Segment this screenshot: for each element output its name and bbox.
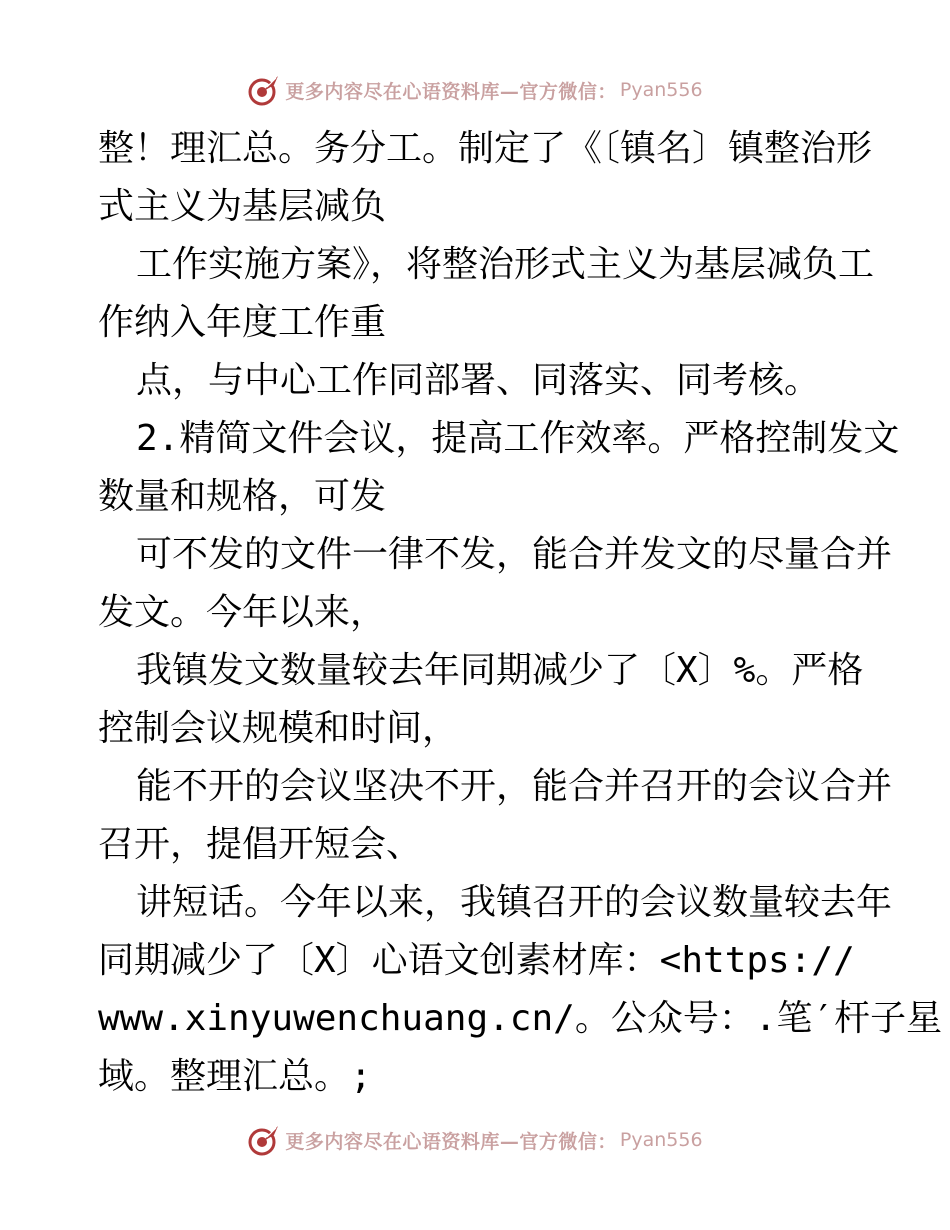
text-line: 式主义为基层减负 (98, 186, 387, 227)
banner-text: 更多内容尽在心语资料库—官方微信： (285, 80, 617, 103)
banner-wechat-id: Pyan556 (619, 1129, 703, 1151)
document-body (98, 120, 943, 1106)
text-line: 域。整理汇总。; (98, 1056, 372, 1097)
text-line: 能不开的会议坚决不开，能合并召开的会议合并 (136, 766, 893, 807)
text-line: 数量和规格，可发 (98, 476, 387, 517)
text-line: 同期减少了〔X〕心语文创素材库：<https:// (98, 940, 855, 981)
text-line: 讲短话。今年以来，我镇召开的会议数量较去年 (136, 882, 893, 923)
text-line: 我镇发文数量较去年同期减少了〔X〕%。严格 (136, 650, 864, 691)
text-line: www.xinyuwenchuang.cn/。公众号：.笔′杆子星 (98, 998, 943, 1039)
banner-text: 更多内容尽在心语资料库—官方微信： (285, 1130, 617, 1153)
text-line: 2.精简文件会议，提高工作效率。严格控制发文 (136, 418, 900, 459)
text-line: 召开，提倡开短会、 (98, 824, 423, 865)
text-line: 控制会议规模和时间， (98, 708, 459, 749)
banner-wechat-id: Pyan556 (619, 79, 703, 101)
header-banner (0, 70, 950, 110)
text-line: 工作实施方案》，将整治形式主义为基层减负工 (136, 244, 875, 285)
text-line: 作纳入年度工作重 (98, 302, 387, 343)
quill-logo-icon (247, 1123, 281, 1157)
text-line: 可不发的文件一律不发，能合并发文的尽量合并 (136, 534, 893, 575)
quill-logo-icon (247, 73, 281, 107)
text-line: 发文。今年以来， (98, 592, 387, 633)
text-line: 点，与中心工作同部署、同落实、同考核。 (136, 360, 821, 401)
footer-banner (0, 1120, 950, 1160)
text-line: 整！理汇总。务分工。制定了《〔镇名〕镇整治形 (98, 128, 873, 169)
